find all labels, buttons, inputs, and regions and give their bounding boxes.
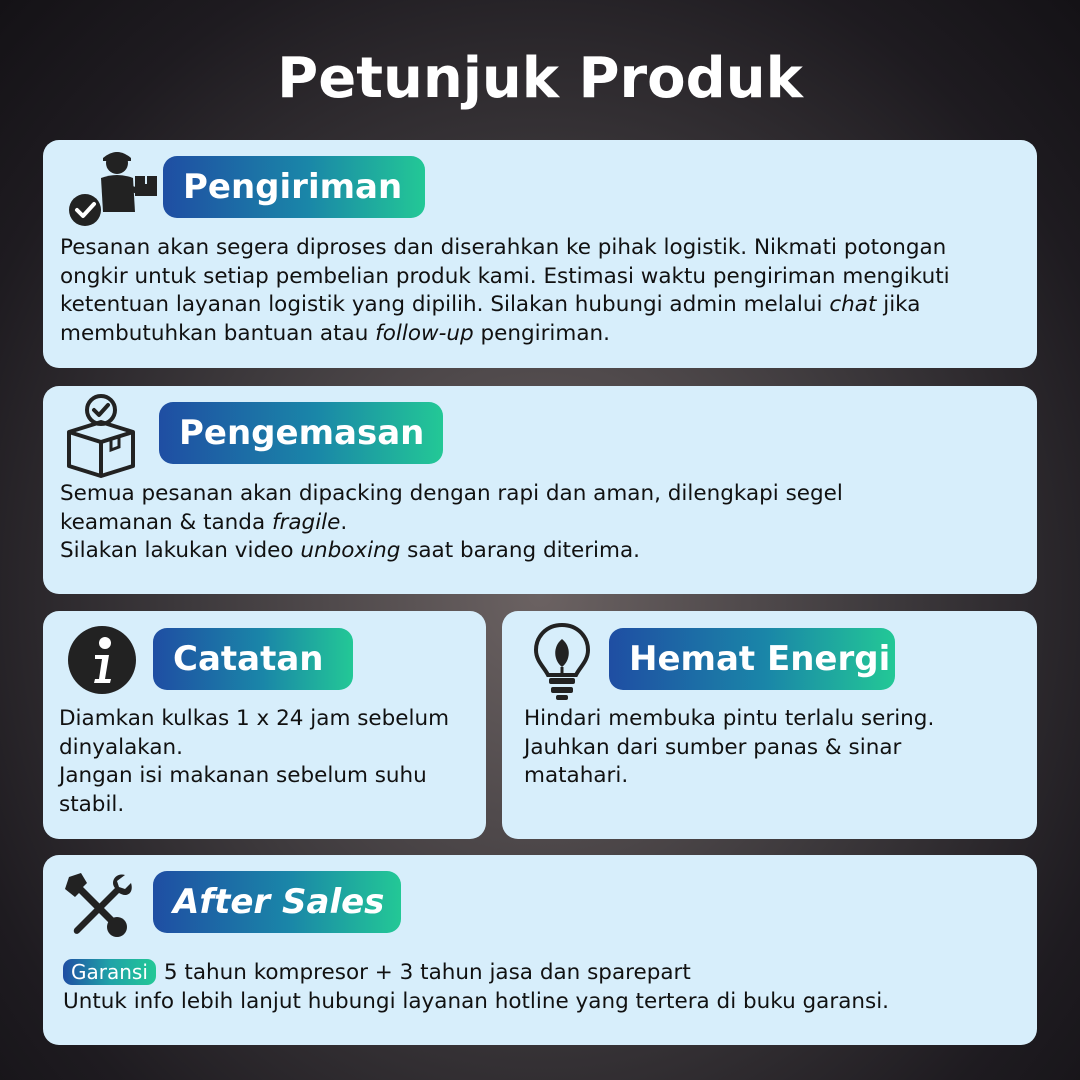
text-catatan: Diamkan kulkas 1 x 24 jam sebelum dinyalakan. Jangan isi makanan sebelum suhu stabil. — [59, 706, 450, 817]
heading-pengemasan: Pengemasan — [159, 402, 443, 464]
heading-catatan: Catatan — [153, 628, 353, 690]
eco-bulb-icon — [532, 621, 592, 701]
card-after-sales — [43, 855, 1037, 1045]
heading-hemat-energi: Hemat Energi — [609, 628, 895, 690]
text-hemat-energi: Hindari membuka pintu terlalu sering. Jauhkan dari sumber panas & sinar matahari. — [524, 706, 935, 788]
card-hemat-energi — [502, 611, 1037, 839]
info-icon — [67, 625, 137, 695]
text-pengiriman: Pesanan akan segera diproses dan diserahkan ke pihak logistik. Nikmati potongan ongkir untuk setiap pembelian produk kami. Estimasi waktu pengiriman mengikuti ketentuan layanan logistik yang dipilih. Silakan hubungi admin melalui chat jika membutuhkan bantuan atau follow-up pengiriman. — [60, 235, 950, 346]
card-pengemasan — [43, 386, 1037, 594]
delivery-person-icon — [63, 148, 163, 230]
card-pengiriman — [43, 140, 1037, 368]
page-title: Petunjuk Produk — [277, 46, 803, 111]
heading-pengiriman: Pengiriman — [163, 156, 425, 218]
text-pengemasan: Semua pesanan akan dipacking dengan rapi dan aman, dilengkapi segel keamanan & tanda fragile. Silakan lakukan video unboxing saat barang diterima. — [60, 481, 843, 563]
package-check-icon — [63, 392, 139, 478]
tools-icon — [61, 869, 133, 941]
heading-after-sales: After Sales — [153, 871, 401, 933]
card-catatan — [43, 611, 486, 839]
garansi-badge: Garansi — [63, 959, 156, 985]
text-after-sales: Garansi 5 tahun kompresor + 3 tahun jasa dan sparepart Untuk info lebih lanjut hubungi layanan hotline yang tertera di buku garansi. — [63, 960, 890, 1014]
